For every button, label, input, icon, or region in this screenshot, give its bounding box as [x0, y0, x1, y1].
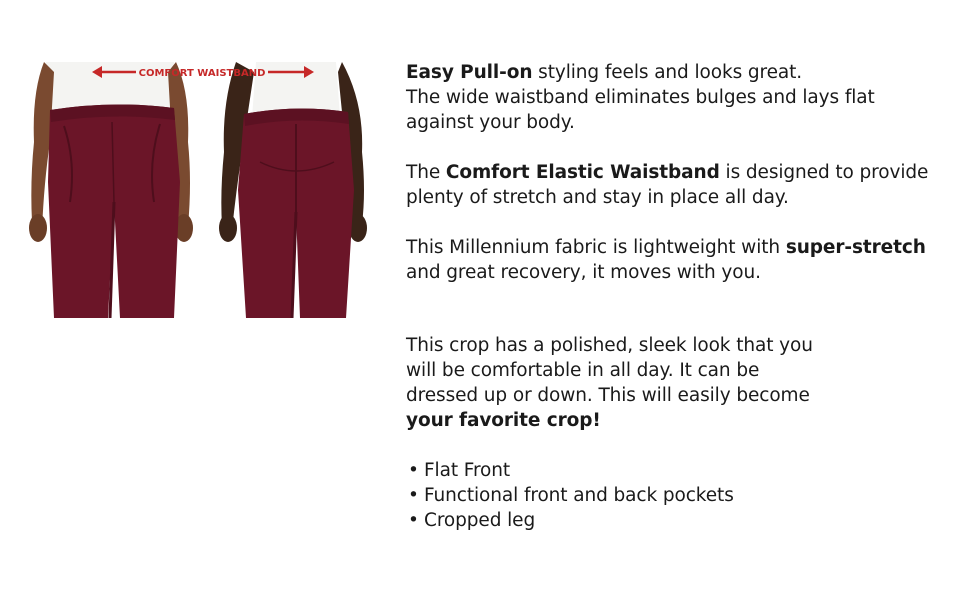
feature-item: • Functional front and back pockets [406, 483, 956, 508]
paragraph-comfort-waistband [406, 160, 956, 210]
feature-item: • Cropped leg [406, 508, 956, 533]
text-line: This crop has a polished, sleek look that you [406, 335, 813, 356]
highlight-easy-pull-on: Easy Pull-on [406, 62, 533, 83]
text-line: The wide waistband eliminates bulges and lays flat [406, 87, 875, 108]
back-view-figure [214, 62, 384, 318]
text-line: plenty of stretch and stay in place all day. [406, 187, 789, 208]
front-view-figure [24, 62, 196, 318]
feature-item: • Flat Front [406, 458, 956, 483]
product-description [406, 60, 956, 533]
text-line: styling feels and looks great. [532, 62, 803, 83]
paragraph-fabric [406, 235, 956, 285]
text-line: against your body. [406, 112, 575, 133]
product-photo [24, 62, 384, 318]
text-line: The [406, 162, 446, 183]
paragraph-easy-pull-on [406, 60, 956, 135]
feature-list [406, 458, 956, 533]
paragraph-crop [406, 333, 956, 433]
highlight-comfort-elastic-waistband: Comfort Elastic Waistband [445, 162, 720, 183]
highlight-super-stretch: super-stretch [785, 237, 926, 258]
text-line: dressed up or down. This will easily become [406, 385, 810, 406]
text-line: This Millennium fabric is lightweight with [406, 237, 786, 258]
highlight-favorite-crop: your favorite crop! [406, 410, 601, 431]
text-line: will be comfortable in all day. It can be [406, 360, 760, 381]
callout-label: COMFORT WAISTBAND [138, 68, 266, 79]
text-line: and great recovery, it moves with you. [406, 262, 761, 283]
text-line: is designed to provide [719, 162, 929, 183]
